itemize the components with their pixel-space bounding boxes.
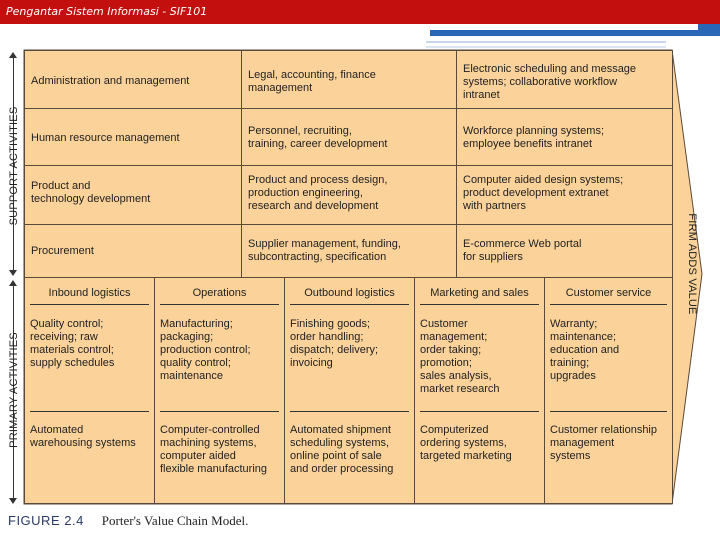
primary-column-operations [154,277,285,504]
support-system-text: Computer aided design systems; product development extranet with partners [463,174,624,212]
column-divider [30,411,149,412]
column-divider [420,304,539,305]
column-divider [290,304,409,305]
slide-title: Pengantar Sistem Informasi - SIF101 [6,5,208,18]
figure-number: FIGURE 2.4 [8,513,84,528]
support-business-procurement [241,224,457,278]
column-divider [550,304,667,305]
primary-business-text: Customer management; order taking; promotion; sales analysis, market research [420,318,500,395]
support-activity-label: Product and technology development [31,180,151,205]
support-activity-label: Procurement [31,245,94,257]
support-system-human-resource [456,108,673,166]
support-system-administration [456,50,673,109]
column-divider [420,411,539,412]
primary-column-title: Customer service [565,287,652,299]
primary-business-text: Manufacturing; packaging; production control; quality control; maintenance [160,318,251,382]
support-activity-label: Human resource management [31,132,180,144]
support-business-administration [241,50,457,109]
column-divider [550,411,667,412]
support-activity-procurement [24,224,242,278]
support-activity-label: Administration and management [31,75,190,87]
firm-adds-value-label: FIRM ADDS VALUE [686,213,698,315]
support-activities-label: SUPPORT ACTIVITIES [8,106,20,226]
support-system-procurement [456,224,673,278]
primary-column-title: Outbound logistics [304,287,395,299]
support-system-technology [456,165,673,225]
primary-system-text: Automated shipment scheduling systems, online point of sale and order processing [290,424,394,475]
support-business-text: Supplier management, funding, subcontracting, specification [248,238,401,263]
column-divider [160,411,279,412]
primary-business-text: Finishing goods; order handling; dispatch; delivery; invoicing [290,318,379,369]
support-business-human-resource [241,108,457,166]
primary-business-text: Quality control; receiving; raw materials control; supply schedules [30,318,115,369]
figure-caption [8,513,248,529]
primary-column-title: Operations [192,287,247,299]
support-system-text: E-commerce Web portal for suppliers [463,238,582,263]
primary-system-text: Computerized ordering systems, targeted marketing [420,424,512,462]
figure-caption-text: Porter's Value Chain Model. [101,513,249,528]
primary-column-customer-service [544,277,673,504]
primary-column-marketing-sales [414,277,545,504]
support-system-text: Workforce planning systems; employee benefits intranet [463,125,605,150]
support-activity-technology [24,165,242,225]
primary-system-text: Customer relationship management systems [550,424,657,462]
support-business-technology [241,165,457,225]
support-activity-administration [24,50,242,109]
column-divider [160,304,279,305]
primary-activities-label: PRIMARY ACTIVITIES [8,332,20,448]
support-business-text: Legal, accounting, finance management [248,69,376,94]
primary-system-text: Computer-controlled machining systems, computer aided flexible manufacturing [160,424,268,475]
primary-system-text: Automated warehousing systems [30,424,136,449]
primary-column-outbound-logistics [284,277,415,504]
column-divider [290,411,409,412]
support-business-text: Product and process design, production engineering, research and development [248,174,388,212]
primary-column-title: Inbound logistics [48,287,131,299]
primary-column-inbound-logistics [24,277,155,504]
support-business-text: Personnel, recruiting, training, career development [248,125,388,150]
primary-business-text: Warranty; maintenance; education and training; upgrades [550,318,620,382]
primary-column-title: Marketing and sales [430,287,529,299]
support-system-text: Electronic scheduling and message systems; collaborative workflow intranet [463,63,637,101]
column-divider [30,304,149,305]
support-activity-human-resource [24,108,242,166]
